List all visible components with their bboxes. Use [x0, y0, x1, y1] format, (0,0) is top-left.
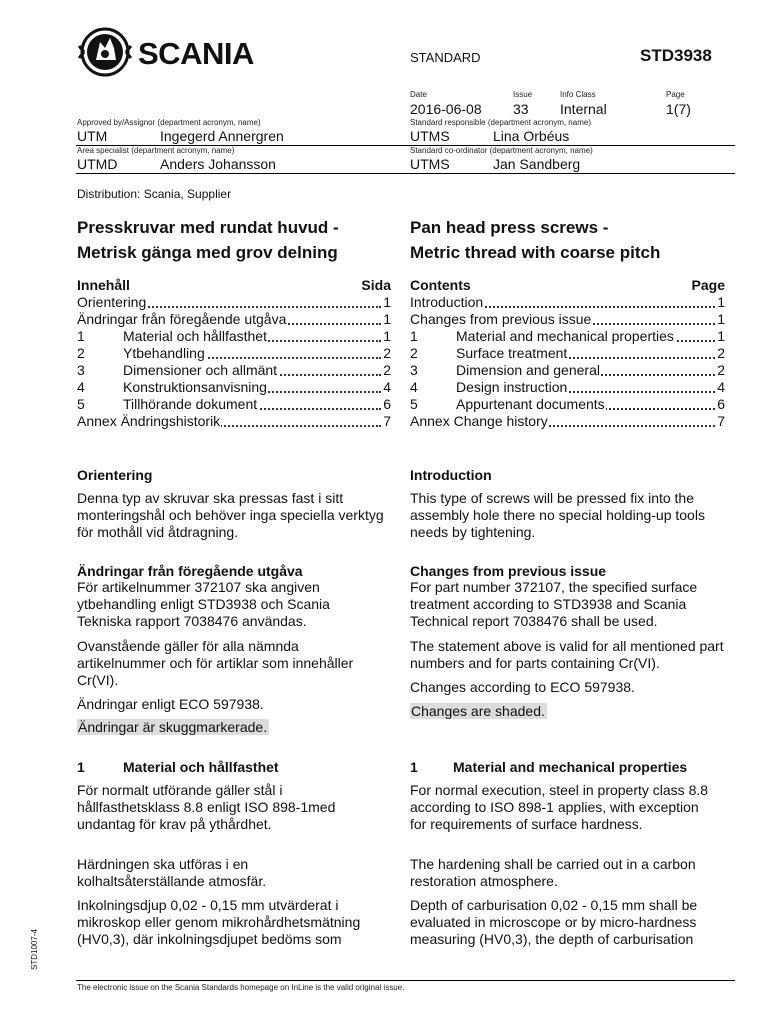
toc-item[interactable] — [410, 413, 725, 430]
toc-sv — [77, 277, 391, 430]
toc-item[interactable] — [77, 328, 391, 345]
toc-item-label: Konstruktionsanvisning — [123, 379, 267, 395]
date-label: Date — [410, 90, 427, 99]
sv-changes-p2: Ovanstående gäller för alla nämnda artikelnummer och för artiklar som innehåller Cr(VI). — [77, 638, 354, 688]
toc-item[interactable] — [410, 362, 725, 379]
issue-value: 33 — [513, 101, 529, 117]
griffin-emblem-icon — [78, 26, 132, 78]
en-intro-text: This type of screws will be pressed fix into the assembly hole there no special holding-up tools needs by tightening. — [410, 490, 705, 540]
sv-changes-p4: Ändringar är skuggmarkerade. — [78, 719, 268, 735]
en-changes-p1: For part number 372107, the specified surface treatment according to STD3938 and Scania Technical report 7038476 shall be used. — [410, 579, 698, 629]
toc-item-label: Orientering — [77, 294, 147, 310]
page-label: Page — [666, 90, 685, 99]
title-sv-line2: Metrisk gänga med grov delning — [77, 243, 338, 262]
en-changes-heading: Changes from previous issue — [410, 563, 607, 579]
toc-item-label: Material and mechanical properties — [456, 328, 674, 344]
toc-item-page: 1 — [717, 311, 725, 327]
toc-item-label: Introduction — [410, 294, 484, 310]
toc-item[interactable] — [410, 379, 725, 396]
toc-item-page: 2 — [717, 362, 725, 378]
en-s1-p1: For normal execution, steel in property class 8.8 according to ISO 898-1 applies, with exception for requirements of surface hardness. — [410, 782, 709, 832]
toc-item-label: Dimension and general — [456, 362, 600, 378]
toc-item-page: 2 — [383, 362, 391, 378]
toc-en-page-heading: Page — [691, 277, 725, 293]
toc-item[interactable] — [77, 379, 391, 396]
toc-en — [410, 277, 725, 430]
info-class-value: Internal — [560, 101, 607, 117]
toc-item-page: 7 — [717, 413, 725, 429]
toc-en-heading — [410, 277, 725, 294]
toc-item-number: 4 — [77, 379, 85, 395]
en-section1-heading — [410, 759, 687, 775]
toc-en-heading-label: Contents — [410, 277, 471, 293]
title-en — [410, 218, 660, 263]
en-section1-title: Material and mechanical properties — [453, 759, 688, 775]
sv-section1-title: Material och hållfasthet — [123, 759, 279, 775]
responsible-dept: UTMS — [410, 128, 450, 144]
toc-item[interactable] — [410, 294, 725, 311]
toc-item-page: 2 — [717, 345, 725, 361]
toc-item[interactable] — [410, 396, 725, 413]
issue-label: Issue — [513, 90, 533, 99]
scania-logo — [78, 26, 278, 78]
toc-item[interactable] — [77, 294, 391, 311]
en-changes-p4: Changes are shaded. — [411, 703, 545, 719]
toc-item[interactable] — [410, 311, 725, 328]
toc-item[interactable] — [410, 345, 725, 362]
en-s1-p3: Depth of carburisation 0,02 - 0,15 mm shall be evaluated in microscope or by micro-hardness measuring (HV0,3), the depth of carburisation — [410, 897, 698, 947]
toc-item-number: 4 — [410, 379, 418, 395]
header-bottom-divider — [76, 173, 735, 174]
coordinator-label: Standard co-ordinator (department acronym, name) — [410, 146, 593, 155]
date-value: 2016-06-08 — [410, 101, 482, 117]
approved-dept: UTM — [77, 128, 108, 144]
form-id: STD1007-4 — [30, 929, 39, 970]
toc-item[interactable] — [77, 311, 391, 328]
sv-changes-p1: För artikelnummer 372107 ska angiven ytbehandling enligt STD3938 och Scania Tekniska rapport 7038476 användas. — [77, 579, 330, 629]
toc-item-label: Surface treatment — [456, 345, 568, 361]
toc-item-page: 4 — [383, 379, 391, 395]
coordinator-name: Jan Sandberg — [493, 156, 581, 172]
area-label: Area specialist (department acronym, name) — [77, 146, 235, 155]
responsible-name: Lina Orbéus — [493, 128, 570, 144]
toc-item[interactable] — [77, 362, 391, 379]
area-dept: UTMD — [77, 156, 118, 172]
toc-item-page: 6 — [717, 396, 725, 412]
toc-item[interactable] — [410, 328, 725, 345]
en-changes-p4-wrap — [410, 703, 547, 720]
sv-intro-heading: Orientering — [77, 467, 153, 483]
en-intro-heading: Introduction — [410, 467, 492, 483]
toc-sv-heading — [77, 277, 391, 294]
sv-s1-p3: Inkolningsdjup 0,02 - 0,15 mm utvärderat i mikroskop eller genom mikrohårdhetsmätning (HV0,3), där inkolningsdjupet bedöms som — [77, 897, 361, 947]
info-class-label: Info Class — [560, 90, 596, 99]
toc-item-label: Annex Ändringshistorik — [77, 413, 221, 429]
sv-changes-p4-wrap — [77, 719, 269, 736]
approved-name: Ingegerd Annergren — [160, 128, 284, 144]
title-en-line2: Metric thread with coarse pitch — [410, 243, 661, 262]
toc-item[interactable] — [77, 413, 391, 430]
sv-s1-p2: Härdningen ska utföras i en kolhaltsåterställande atmosfär. — [77, 856, 267, 889]
en-section1-number: 1 — [410, 759, 418, 775]
title-en-line1: Pan head press screws - — [410, 218, 609, 237]
footer-note: The electronic issue on the Scania Standards homepage on InLine is the valid original issue. — [77, 983, 405, 992]
title-sv — [77, 218, 339, 263]
toc-item-page: 2 — [383, 345, 391, 361]
toc-item-number: 1 — [77, 328, 85, 344]
toc-item-label: Annex Change history — [410, 413, 548, 429]
toc-item-number: 3 — [410, 362, 418, 378]
toc-item-page: 1 — [717, 294, 725, 310]
toc-item-label: Appurtenant documents — [456, 396, 605, 412]
title-sv-line1: Presskruvar med rundat huvud - — [77, 218, 339, 237]
toc-item-label: Dimensioner och allmänt — [123, 362, 278, 378]
brand-wordmark: SCANIA — [138, 36, 254, 71]
toc-item-label: Tillhörande dokument — [123, 396, 258, 412]
toc-item-page: 7 — [383, 413, 391, 429]
toc-item-number: 3 — [77, 362, 85, 378]
toc-item-label: Ändringar från föregående utgåva — [77, 311, 287, 327]
approved-label: Approved by/Assignor (department acronym, name) — [77, 118, 261, 127]
toc-item-number: 1 — [410, 328, 418, 344]
toc-item-page: 1 — [383, 294, 391, 310]
sv-changes-heading: Ändringar från föregående utgåva — [77, 563, 303, 579]
toc-item-number: 2 — [77, 345, 85, 361]
toc-item-page: 1 — [717, 328, 725, 344]
area-name: Anders Johansson — [160, 156, 276, 172]
toc-item-number: 5 — [410, 396, 418, 412]
coordinator-dept: UTMS — [410, 156, 450, 172]
toc-item-page: 1 — [383, 328, 391, 344]
doc-kind: STANDARD — [410, 50, 481, 65]
footer-divider — [76, 980, 735, 981]
toc-item[interactable] — [77, 396, 391, 413]
toc-item-label: Design instruction — [456, 379, 568, 395]
sv-intro-text: Denna typ av skruvar ska pressas fast i sitt monteringshål och behöver inga speciella verktyg för mothåll vid åtdragning. — [77, 490, 384, 540]
toc-sv-heading-label: Innehåll — [77, 277, 130, 293]
toc-item-number: 2 — [410, 345, 418, 361]
distribution: Distribution: Scania, Supplier — [77, 187, 232, 201]
toc-item-page: 6 — [383, 396, 391, 412]
en-changes-p3: Changes according to ECO 597938. — [410, 679, 635, 695]
en-changes-p2: The statement above is valid for all mentioned part numbers and for parts containing Cr(VI). — [410, 638, 724, 671]
sv-section1-heading — [77, 759, 279, 775]
responsible-label: Standard responsible (department acronym, name) — [410, 118, 591, 127]
toc-item-label: Ytbehandling — [123, 345, 205, 361]
toc-item[interactable] — [77, 345, 391, 362]
toc-sv-page-heading: Sida — [361, 277, 391, 293]
toc-item-page: 1 — [383, 311, 391, 327]
toc-item-number: 5 — [77, 396, 85, 412]
doc-id: STD3938 — [640, 46, 712, 65]
toc-item-page: 4 — [717, 379, 725, 395]
sv-changes-p3: Ändringar enligt ECO 597938. — [77, 696, 264, 712]
en-s1-p2: The hardening shall be carried out in a carbon restoration atmosphere. — [410, 856, 696, 889]
page-value: 1(7) — [666, 101, 691, 117]
toc-item-label: Material och hållfasthet — [123, 328, 267, 344]
sv-s1-p1: För normalt utförande gäller stål i hållfasthetsklass 8.8 enligt ISO 898-1med undantag för krav på ythårdhet. — [77, 782, 336, 832]
sv-section1-number: 1 — [77, 759, 85, 775]
toc-item-label: Changes from previous issue — [410, 311, 592, 327]
